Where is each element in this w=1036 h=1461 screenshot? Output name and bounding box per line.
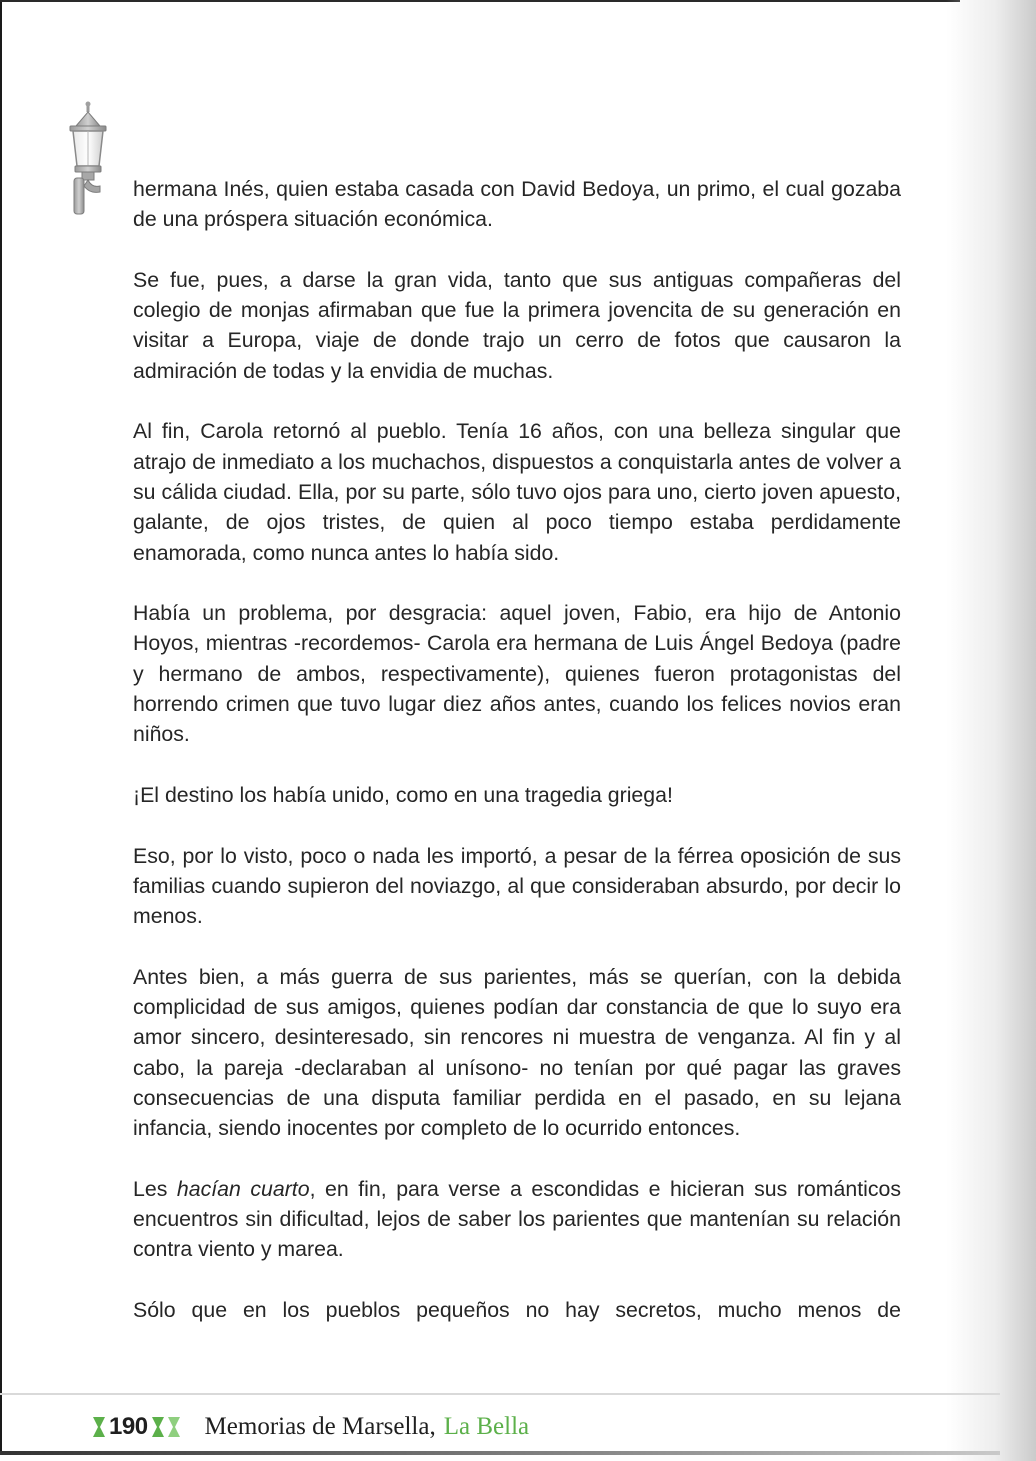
book-subtitle: La Bella	[443, 1413, 530, 1440]
page-number-ornament-icon	[167, 1416, 181, 1438]
paragraph: Había un problema, por desgracia: aquel joven, Fabio, era hijo de Antonio Hoyos, mientras -recordemos- Carola era hermana de Luis Ángel Bedoya (padre y hermano de ambos, respectivamente), quienes fueron protagonistas del horrendo crimen que tuvo lugar diez años antes, cuando los felices novios eran niños.	[133, 601, 901, 747]
page-top-edge	[0, 0, 960, 2]
page-number-ornament-icon	[151, 1416, 165, 1438]
paragraph-text: Les	[133, 1176, 177, 1201]
italic-phrase: hacían cuarto	[176, 1176, 310, 1201]
page-number: 190	[109, 1413, 148, 1440]
paragraph-text: , en fin, para verse a escondidas e hicieran sus románticos encuentros sin dificultad, lejos de saber los parientes que mantenían su relación contra viento y marea.	[133, 1176, 901, 1262]
paragraph: Eso, por lo visto, poco o nada les importó, a pesar de la férrea oposición de sus familias cuando supieron del noviazgo, al que consideraban absurdo, por decir lo menos.	[133, 843, 901, 929]
book-title: Memorias de Marsella,	[204, 1413, 436, 1440]
page-left-edge	[0, 0, 2, 1452]
page-number-ornament-icon	[92, 1416, 106, 1438]
page-footer	[92, 1407, 529, 1447]
body-text	[133, 174, 901, 1325]
page-bottom-edge	[0, 1451, 1000, 1455]
paragraph: Al fin, Carola retornó al pueblo. Tenía 16 años, con una belleza singular que atrajo de inmediato a los muchachos, dispuestos a conquistarla antes de volver a su cálida ciudad. Ella, por su parte, sólo tuvo ojos para uno, cierto joven apuesto, galante, de ojos tristes, de quien al poco tiempo estaba perdidamente enamorada, como nunca antes lo había sido.	[133, 419, 901, 565]
paragraph: Antes bien, a más guerra de sus parientes, más se querían, con la debida complicidad de sus amigos, quienes podían dar constancia de que lo suyo era amor sincero, desinteresado, sin rencores ni muestra de venganza. Al fin y al cabo, la pareja -declaraban al unísono- no tenían por qué pagar las graves consecuencias de una disputa familiar perdida en el pasado, en su lejana infancia, siendo inocentes por completo de lo ocurrido entonces.	[133, 964, 901, 1141]
paragraph	[133, 1174, 901, 1265]
footer-divider	[0, 1393, 1000, 1395]
paragraph: Se fue, pues, a darse la gran vida, tanto que sus antiguas compañeras del colegio de monjas afirmaban que fue la primera jovencita de su generación en visitar a Europa, viaje de donde trajo un cerro de fotos que causaron la admiración de todas y la envidia de muchas.	[133, 267, 901, 383]
paragraph: ¡El destino los había unido, como en una tragedia griega!	[133, 782, 673, 807]
paragraph: Sólo que en los pueblos pequeños no hay secretos, mucho menos de	[133, 1297, 901, 1322]
street-lamp-icon	[62, 100, 114, 218]
paragraph: hermana Inés, quien estaba casada con David Bedoya, un primo, el cual gozaba de una próspera situación económica.	[133, 177, 901, 232]
page-spine-shadow	[946, 0, 1036, 1461]
